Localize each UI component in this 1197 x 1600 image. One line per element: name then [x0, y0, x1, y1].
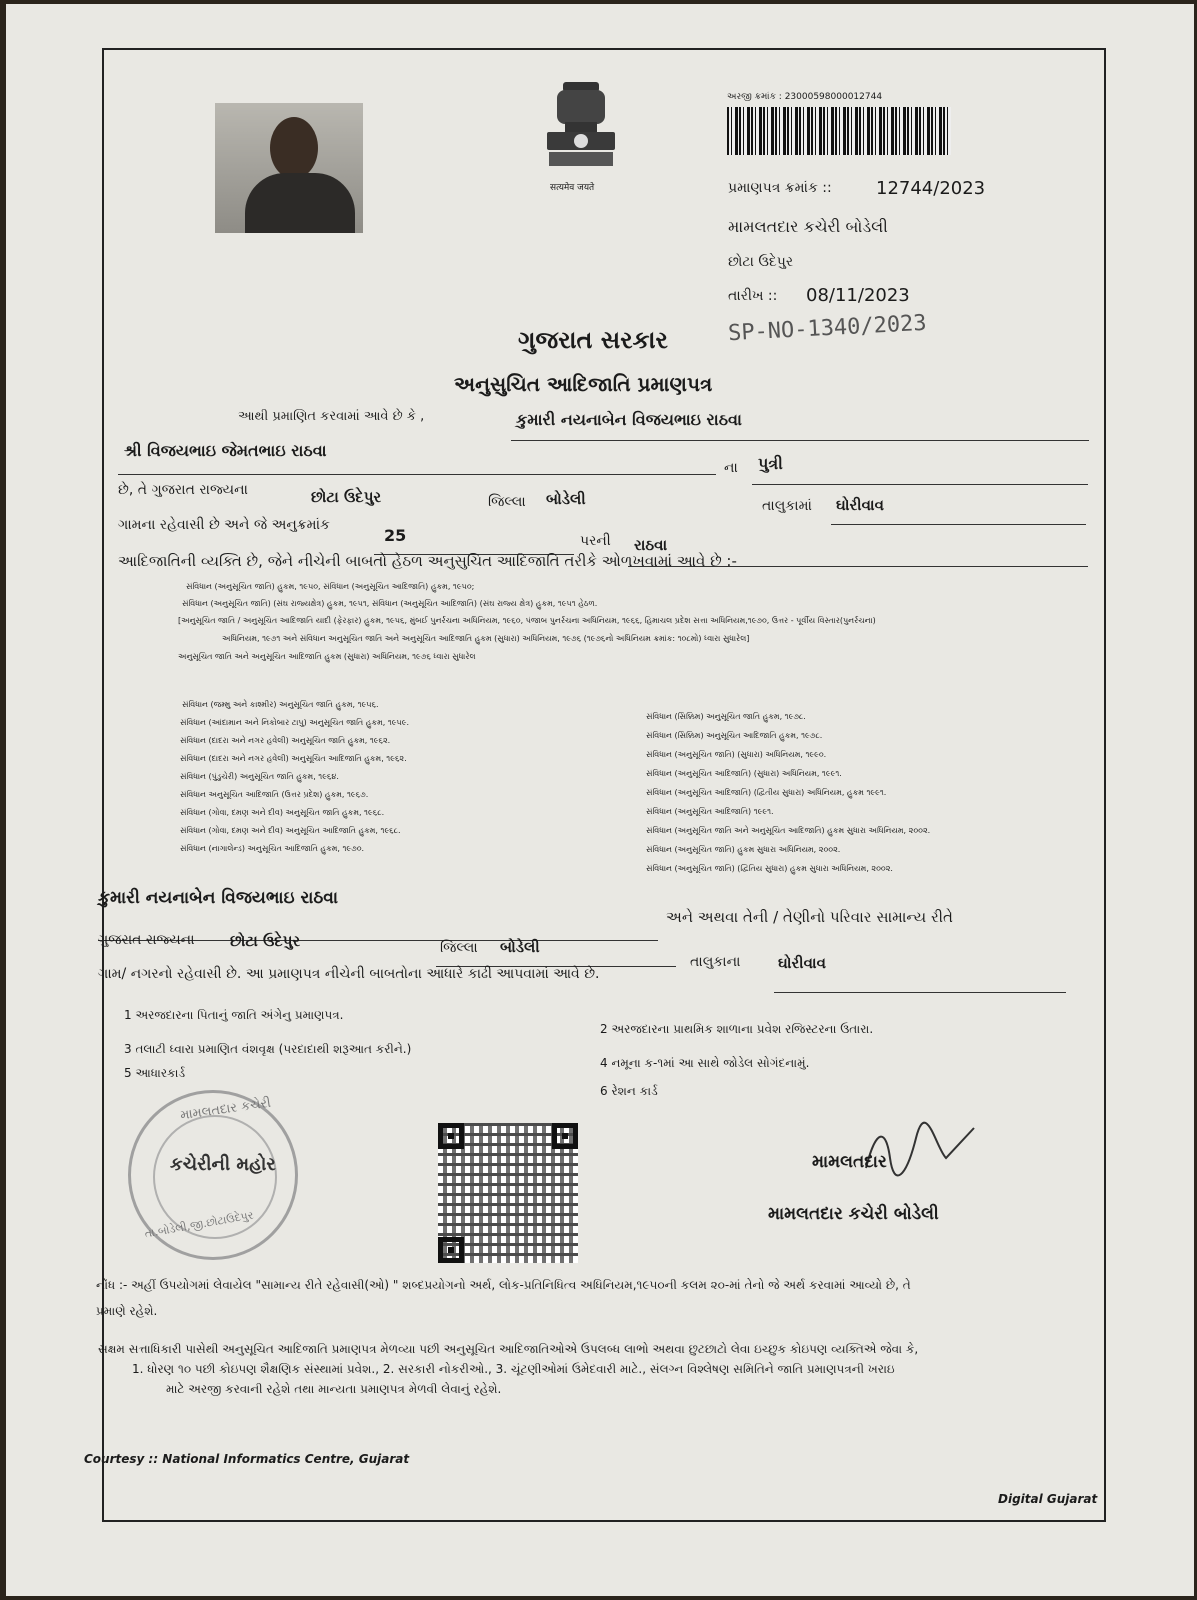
underline	[511, 440, 1089, 441]
parni-label: પરની	[580, 533, 611, 549]
government-title: ગુજરાત સરકાર	[518, 326, 668, 354]
relation: પુત્રી	[758, 454, 783, 473]
order-left: સંવિધાન (દાદરા અને નગર હવેલી) અનુસૂચિત આદિજાતિ હુકમ, ૧૯૬૨.	[180, 754, 407, 763]
order-right: સંવિધાન (અનુસૂચિત જાતિ) (દ્વિતિય સુધારા) હુકમ સુધારા અધિનિયમ, ૨૦૦૨.	[646, 864, 893, 873]
family-residence-text: અને અથવા તેની / તેણીનો પરિવાર સામાન્ય રીતે	[666, 908, 953, 926]
note-line: પ્રમાણે રહેશે.	[96, 1304, 158, 1318]
document-item: 5 આધારકાર્ડ	[124, 1066, 186, 1080]
order-text: [અનુસૂચિત જાતિ / અનુસૂચિત આદિજાતિ યાદી (ફેરફાર) હુકમ, ૧૯૫૬, મુંબઈ પુનર્રચના અધિનિયમ, ૧૯૬૦, પંજાબ પુનર્રચના અધિનિયમ, ૧૯૬૬, હિમાચલ પ્રદેશ સત્તા અધિનિયમ,૧૯૭૦, ઉત્તર - પૂર્વીય વિસ્તાર(પુનર્રચના)	[178, 616, 876, 625]
photo-body	[245, 173, 355, 233]
document-item: 6 રેશન કાર્ડ	[600, 1084, 658, 1098]
courtesy-footer: Courtesy :: National Informatics Centre, Gujarat	[84, 1452, 410, 1466]
emblem-motto: सत्यमेव जयते	[550, 183, 595, 193]
jilla-label: જિલ્લા	[488, 494, 526, 510]
order-text: અનુસૂચિત જાતિ અને અનુસૂચિત આદિજાતિ હુકમ (સુધારા) અધિનિયમ, ૧૯૭૬ ધ્વારા સુધારેલ	[178, 652, 476, 661]
serial-prefix: ગામના રહેવાસી છે અને જે અનુક્રમાંક	[118, 517, 330, 533]
national-emblem-icon	[541, 74, 621, 194]
digital-gujarat-footer: Digital Gujarat	[998, 1492, 1098, 1506]
order-right: સંવિધાન (અનુસૂચિત આદિજાતિ) (સુધારા) અધિનિયમ, ૧૯૯૧.	[646, 769, 842, 778]
district-name: છોટા ઉદેપુર	[311, 488, 382, 506]
order-text: અધિનિયમ, ૧૯૭૧ અને સંવિધાન અનુસૂચિત જાતિ અને અનુસૂચિત આદિજાતિ હુકમ (સુધારા) અધિનિયમ, ૧૯૭૬ (૧૯૭૬નો અધિનિયમ ક્રમાંક: ૧૦૮મો) ધ્વારા સુધારેલ]	[222, 634, 750, 643]
certificate-number: 12744/2023	[876, 178, 986, 199]
talukama-label: તાલુકામાં	[762, 498, 812, 514]
order-right: સંવિધાન (અનુસૂચિત જાતિ) હુકમ સુધારા અધિનિયમ, ૨૦૦૨.	[646, 845, 841, 854]
order-right: સંવિધાન (સિક્કિમ) અનુસૂચિત આદિજાતિ હુકમ, ૧૯૭૮.	[646, 731, 823, 740]
application-number: અરજી ક્રમાંક : 23000598000012744	[727, 92, 883, 102]
document-item: 2 અરજદારના પ્રાથમિક શાળાના પ્રવેશ રજિસ્ટરના ઉતારા.	[600, 1022, 874, 1036]
state-prefix-2: ગુજરાત રાજ્યના	[98, 932, 195, 948]
document-item: 1 અરજદારના પિતાનું જાતિ અંગેનુ પ્રમાણપત્ર.	[124, 1008, 344, 1022]
state-prefix: છે, તે ગુજરાત રાજ્યના	[118, 482, 248, 498]
village-name: ઘોરીવાવ	[836, 496, 884, 514]
seal-ring-bottom: તા.બોડેલી,જી.છોટાઉદેપુર	[143, 1208, 255, 1241]
seal-ring-top: મામલતદાર કચેરી	[179, 1095, 272, 1124]
issuing-office: મામલતદાર કચેરી બોડેલી	[728, 217, 888, 236]
qr-finder	[552, 1123, 578, 1149]
issuing-district: છોટા ઉદેપુર	[728, 254, 794, 270]
underline	[831, 524, 1086, 525]
district-name-2: છોટા ઉદેપુર	[230, 932, 301, 950]
order-left: સંવિધાન (જમ્મુ અને કાશ્મીર) અનુસૂચિત જાતિ હુકમ, ૧૯૫૬.	[182, 700, 379, 709]
certificate-title: અનુસુચિત આદિજાતિ પ્રમાણપત્ર	[454, 372, 713, 396]
order-right: સંવિધાન (અનુસૂચિત આદિજાતિ) (દ્વિતીય સુધારા) અધિનિયમ, હુકમ ૧૯૯૧.	[646, 788, 887, 797]
document-item: 3 તલાટી ધ્વારા પ્રમાણિત વંશવૃક્ષ (પરદાદાથી શરૂઆત કરીને.)	[124, 1042, 412, 1056]
father-name: શ્રી વિજયભાઇ જેમતભાઇ રાઠવા	[124, 441, 327, 460]
taluka-name: બોડેલી	[546, 490, 586, 508]
seal-center-text: કચેરીની મહોર	[170, 1154, 276, 1175]
issue-date: 08/11/2023	[806, 285, 910, 306]
order-right: સંવિધાન (અનુસૂચિત જાતિ અને અનુસૂચિત આદિજાતિ) હુકમ સુધારા અધિનિયમ, ૨૦૦૨.	[646, 826, 931, 835]
talukana-label: તાલુકાના	[690, 954, 741, 970]
underline	[118, 474, 716, 475]
holder-name: કુમારી નયનાબેન વિજયભાઇ રાઠવા	[516, 410, 742, 429]
date-label: તારીખ ::	[728, 288, 778, 304]
order-text: સંવિધાન (અનુસૂચિત જાતિ) (સંઘ રાજ્યક્ષેત્ર) હુકમ, ૧૯૫૧, સંવિધાન (અનુસૂચિત આદિજાતિ) (સંઘ રાજ્ય ક્ષેત્ર) હુકમ, ૧૯૫૧ હેઠળ.	[182, 599, 598, 608]
order-left: સંવિધાન (પુંડુચેરી) અનુસૂચિત જાતિ હુકમ, ૧૯૬૪.	[180, 772, 339, 781]
order-left: સંવિધાન અનુસૂચિત આદિજાતિ (ઉત્તર પ્રદેશ) હુકમ, ૧૯૬૭.	[180, 790, 369, 799]
applicant-photo	[215, 103, 363, 233]
note-paragraph: 1. ધોરણ ૧૦ પછી કોઇપણ શૈક્ષણિક સંસ્થામાં પ્રવેશ., 2. સરકારી નોકરીઓ., 3. ચૂંટણીઓમાં ઉમેદવારી માટે., સંલગ્ન વિશ્લેષણ સમિતિને જાતિ પ્રમાણપત્રની ખરાઇ	[132, 1362, 895, 1376]
jilla-label-2: જિલ્લા	[440, 940, 478, 956]
officer-title: મામલતદાર	[812, 1152, 887, 1172]
qr-finder	[438, 1237, 464, 1263]
note-line: નોંધ :- અહીં ઉપયોગમાં લેવાયેલ "સામાન્ય રીતે રહેવાસી(ઓ) " શબ્દપ્રયોગનો અર્થ, લોક-પ્રતિનિધિત્વ અધિનિયમ,૧૯૫૦ની કલમ ૨૦-માં તેનો જે અર્થ કરવામાં આવ્યો છે, તે	[96, 1278, 911, 1292]
order-left: સંવિધાન (દાદરા અને નગર હવેલી) અનુસૂચિત જાતિ હુકમ, ૧૯૬૨.	[180, 736, 391, 745]
barcode	[727, 107, 951, 155]
certify-prefix: આથી પ્રમાણિત કરવામાં આવે છે કે ,	[238, 409, 425, 424]
qr-finder	[438, 1123, 464, 1149]
serial-number: 25	[384, 526, 407, 545]
officer-office: મામલતદાર કચેરી બોડેલી	[768, 1204, 939, 1224]
order-right: સંવિધાન (અનુસૂચિત જાતિ) (સુધારા) અધિનિયમ, ૧૯૯૦.	[646, 750, 827, 759]
handwritten-reference: SP-NO-1340/2023	[727, 310, 928, 347]
order-left: સંવિધાન (ગોવા, દમણ અને દીવ) અનુસૂચિત આદિજાતિ હુકમ, ૧૯૬૮.	[180, 826, 401, 835]
na-label: ના	[724, 460, 738, 476]
recognition-line: આદિજાતિની વ્યક્તિ છે, જેને નીચેની બાબતો હેઠળ અનુસુચિત આદિજાતિ તરીકે ઓળખવામાં આવે છે :-	[118, 552, 737, 570]
order-right: સંવિધાન (અનુસૂચિત આદિજાતિ) ૧૯૯૧.	[646, 807, 774, 816]
basis-text: ગામ/ નગરનો રહેવાસી છે. આ પ્રમાણપત્ર નીચેની બાબતોના આધારે કાઢી આપવામાં આવે છે.	[98, 966, 600, 982]
photo-face	[270, 117, 318, 179]
note-paragraph: માટે અરજી કરવાની રહેશે તથા માન્યતા પ્રમાણપત્ર મેળવી લેવાનું રહેશે.	[166, 1382, 502, 1396]
certificate-no-label: પ્રમાણપત્ર ક્રમાંક ::	[728, 180, 832, 196]
underline	[752, 484, 1088, 485]
certificate-border	[102, 48, 1106, 1522]
holder-name-repeat: કુમારી નયનાબેન વિજયભાઇ રાઠવા	[98, 888, 339, 908]
note-paragraph: સક્ષમ સત્તાધિકારી પાસેથી અનુસૂચિત આદિજાતિ પ્રમાણપત્ર મેળવ્યા પછી અનુસૂચિત આદિજાતિઓએ ઉપલબ્ધ લાભો અથવા છુટછાટો લેવા ઇચ્છુક કોઇપણ વ્યક્તિએ જેવા કે,	[98, 1342, 919, 1356]
underline	[774, 992, 1066, 993]
order-left: સંવિધાન (નાગાલેન્ડ) અનુસૂચિત આદિજાતિ હુકમ, ૧૯૭૦.	[180, 844, 365, 853]
order-right: સંવિધાન (સિક્કિમ) અનુસૂચિત જાતિ હુકમ, ૧૯૭૮.	[646, 712, 806, 721]
order-text: સંવિધાન (અનુસૂચિત જાતિ) હુકમ, ૧૯૫૦, સંવિધાન (અનુસૂચિત આદિજાતિ) હુકમ, ૧૯૫૦;	[186, 582, 475, 591]
order-left: સંવિધાન (ગોવા, દમણ અને દીવ) અનુસૂચિત જાતિ હુકમ, ૧૯૬૮.	[180, 808, 385, 817]
certificate-paper	[6, 4, 1194, 1596]
tribe-name: રાઠવા	[634, 536, 668, 554]
qr-code	[438, 1123, 578, 1263]
taluka-name-2: બોડેલી	[500, 938, 540, 956]
village-name-2: ઘોરીવાવ	[778, 954, 826, 972]
document-item: 4 નમૂના ક-૧માં આ સાથે જોડેલ સોગંદનામું.	[600, 1056, 810, 1070]
order-left: સંવિધાન (આંદામાન અને નિકોબાર ટાપુ) અનુસૂચિત જાતિ હુકમ, ૧૯૫૯.	[180, 718, 410, 727]
